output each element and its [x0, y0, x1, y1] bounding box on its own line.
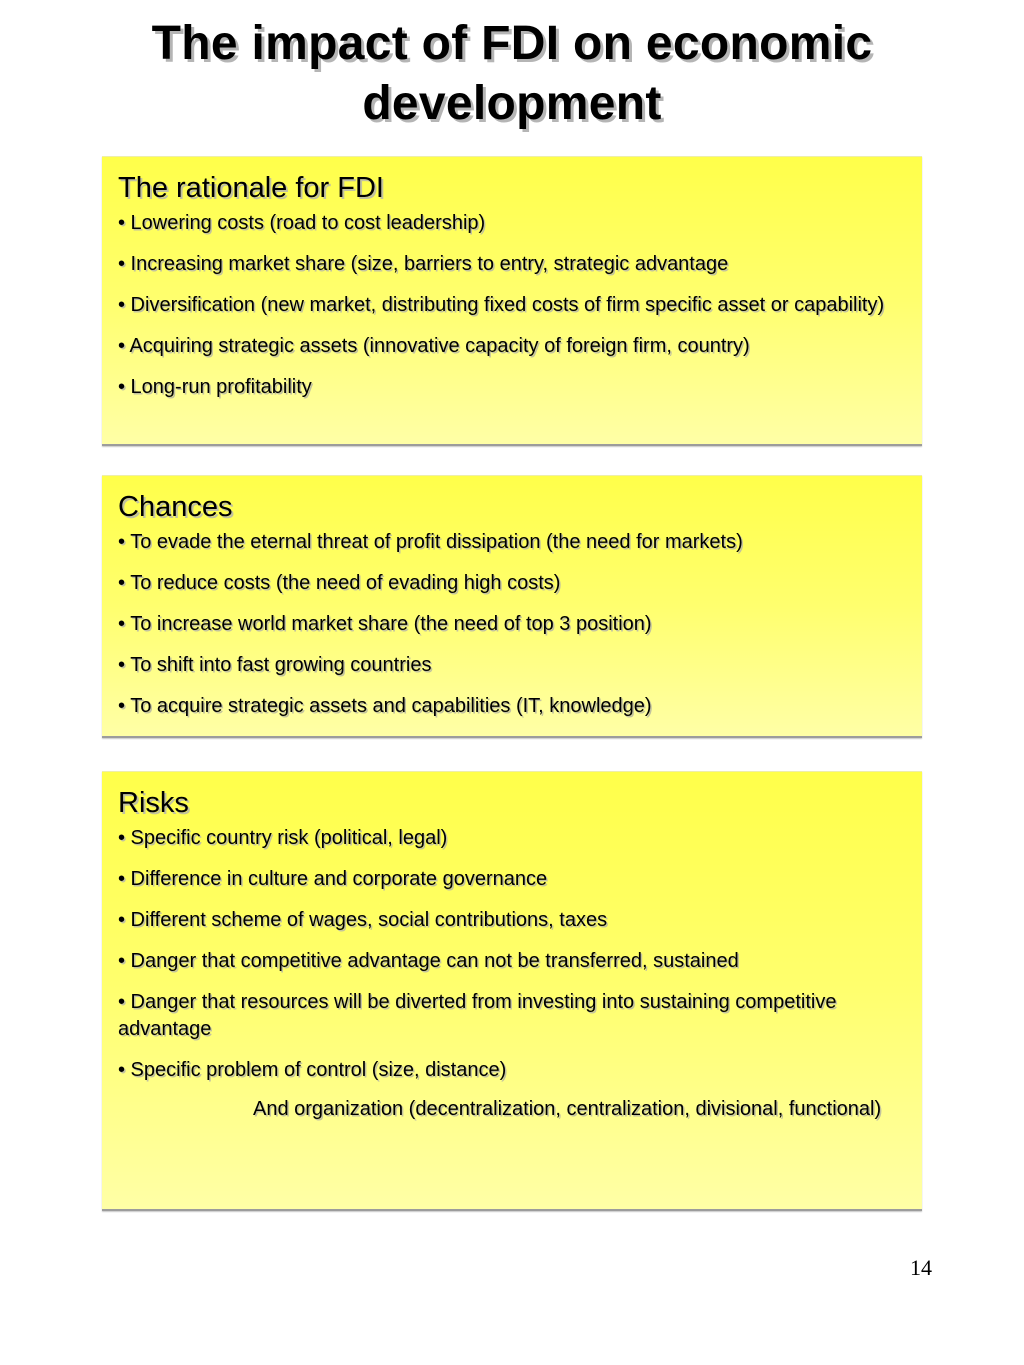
risks-note: And organization (decentralization, centralization, divisional, functional): [253, 1098, 882, 1120]
rationale-panel: [102, 156, 922, 446]
rationale-item: • Diversification (new market, distributing fixed costs of firm specific asset or capability): [118, 294, 885, 316]
rationale-heading: The rationale for FDI: [118, 172, 384, 204]
risks-panel: [102, 771, 922, 1211]
risks-item: • Different scheme of wages, social contributions, taxes: [118, 909, 608, 931]
chances-item: • To acquire strategic assets and capabilities (IT, knowledge): [118, 695, 652, 717]
risks-item: • Difference in culture and corporate governance: [118, 868, 548, 890]
slide-title: The impact of FDI on economic development: [151, 17, 873, 130]
chances-panel: [102, 475, 922, 738]
chances-item: • To increase world market share (the need of top 3 position): [118, 613, 652, 635]
chances-item: • To shift into fast growing countries: [118, 654, 432, 676]
risks-item: • Specific problem of control (size, distance): [118, 1059, 507, 1081]
chances-item: • To evade the eternal threat of profit dissipation (the need for markets): [118, 531, 743, 553]
risks-item: • Danger that resources will be diverted from investing into sustaining competitive advantage: [118, 991, 837, 1040]
chances-item: • To reduce costs (the need of evading high costs): [118, 572, 561, 594]
page-number: 14: [910, 1255, 932, 1280]
chances-heading: Chances: [118, 491, 233, 523]
risks-item: • Specific country risk (political, legal): [118, 827, 448, 849]
risks-item: • Danger that competitive advantage can not be transferred, sustained: [118, 950, 739, 972]
rationale-item: • Increasing market share (size, barriers to entry, strategic advantage: [118, 253, 729, 275]
risks-heading: Risks: [118, 787, 189, 819]
rationale-item: • Lowering costs (road to cost leadership): [118, 212, 486, 234]
rationale-item: • Acquiring strategic assets (innovative capacity of foreign firm, country): [118, 335, 750, 357]
rationale-item: • Long-run profitability: [118, 376, 312, 398]
